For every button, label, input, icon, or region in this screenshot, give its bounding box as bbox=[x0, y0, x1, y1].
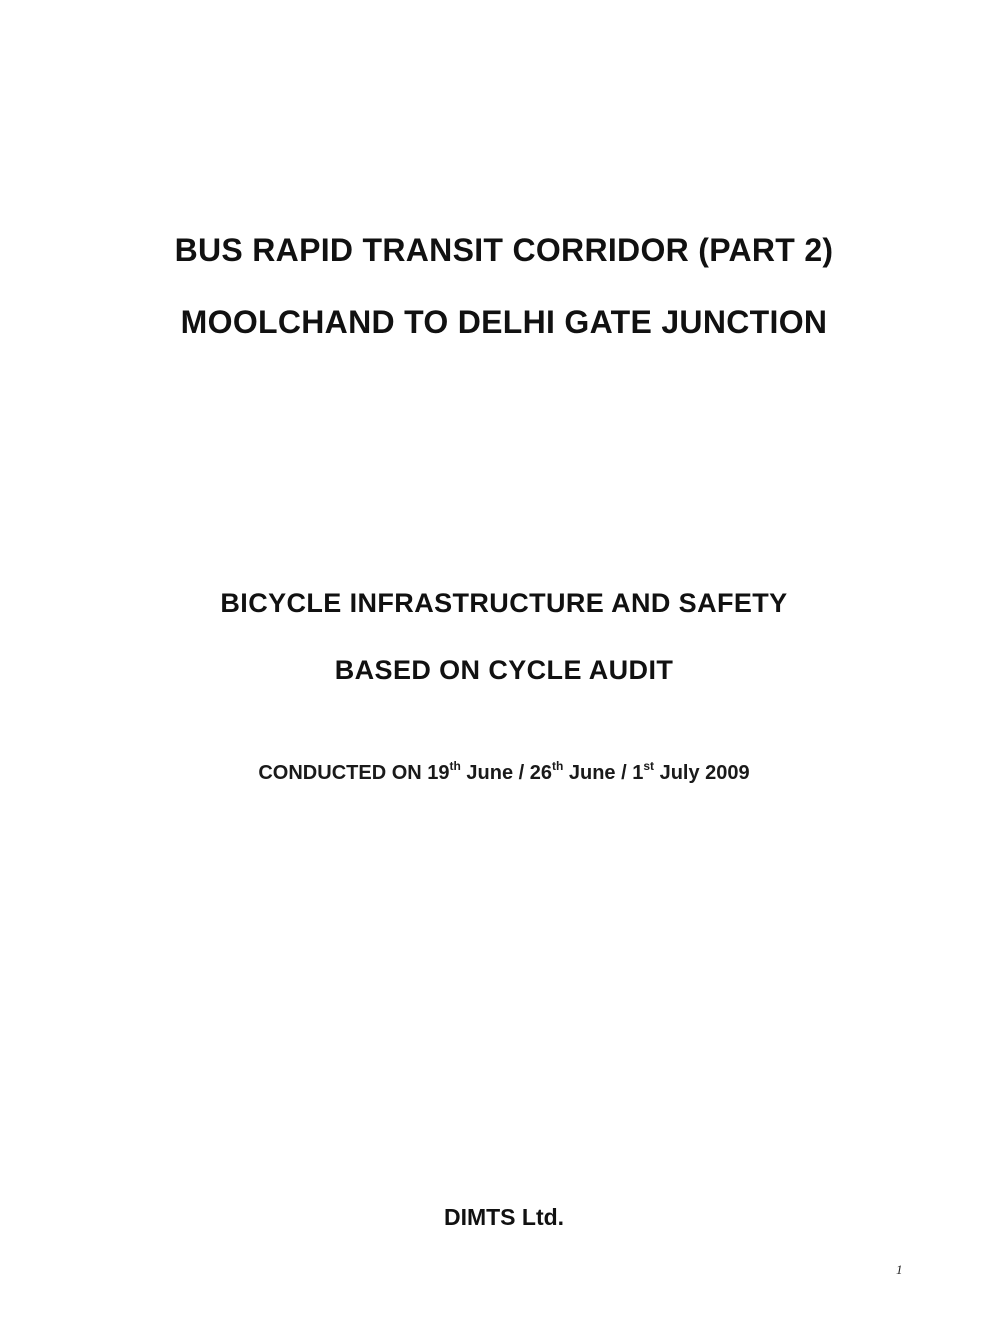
conducted-mid-2: June / 1 bbox=[563, 762, 644, 784]
title-line-1: BUS RAPID TRANSIT CORRIDOR (PART 2) bbox=[174, 232, 834, 268]
conducted-mid-1: June / 26 bbox=[460, 762, 552, 784]
ordinal-suffix-3: st bbox=[643, 759, 655, 773]
subtitle-line-2: BASED ON CYCLE AUDIT bbox=[334, 655, 674, 685]
title-line-2: MOOLCHAND TO DELHI GATE JUNCTION bbox=[180, 304, 828, 340]
organization-name: DIMTS Ltd. bbox=[443, 1204, 565, 1230]
page-number: 1 bbox=[896, 1262, 903, 1277]
subtitle-line-1: BICYCLE INFRASTRUCTURE AND SAFETY bbox=[220, 588, 788, 618]
ordinal-suffix-2: th bbox=[551, 759, 564, 773]
ordinal-suffix-1: th bbox=[449, 759, 461, 773]
conducted-prefix: CONDUCTED ON 19 bbox=[258, 762, 450, 784]
conducted-dates bbox=[0, 759, 1008, 785]
conducted-suffix: July 2009 bbox=[654, 762, 750, 784]
